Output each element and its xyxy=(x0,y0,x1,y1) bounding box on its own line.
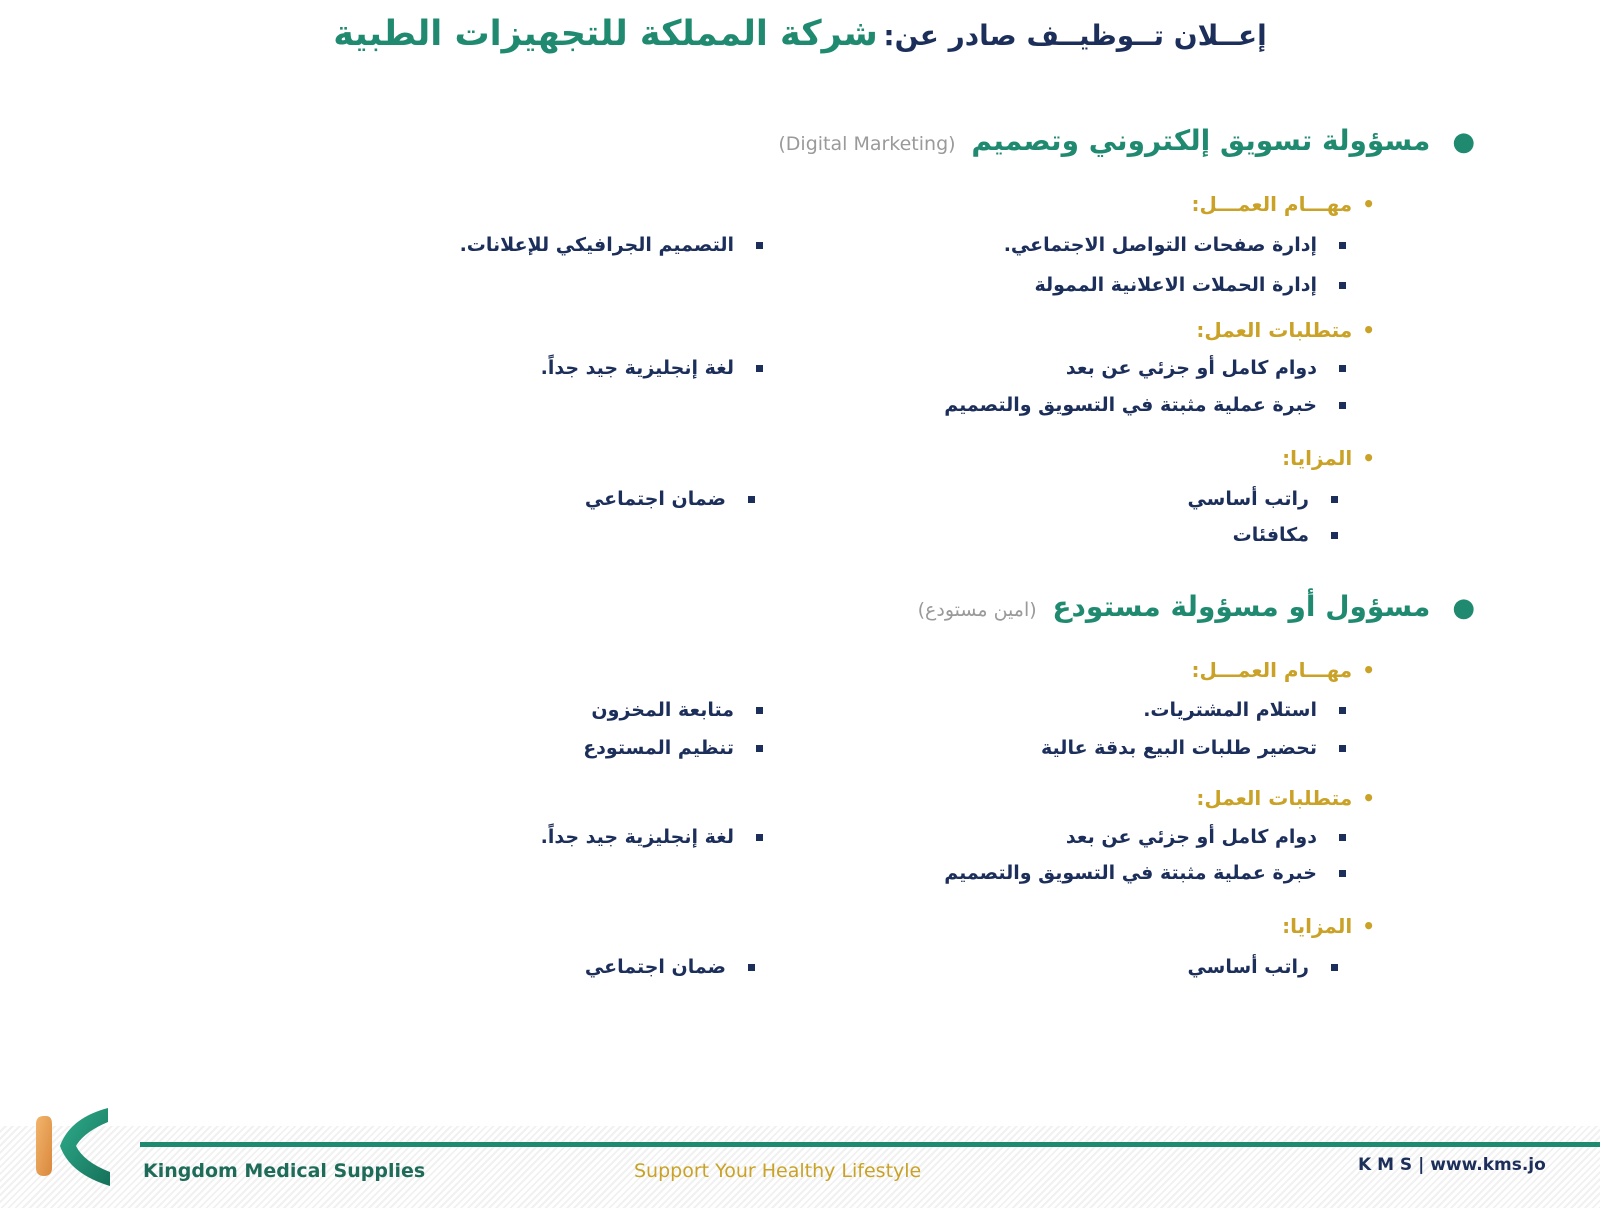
requirement-item: خبرة عملية مثبتة في التسويق والتصميم xyxy=(944,394,1346,416)
requirement-item: خبرة عملية مثبتة في التسويق والتصميم xyxy=(944,862,1346,884)
kms-logo-icon xyxy=(30,1106,114,1190)
bullet-dot-icon: ● xyxy=(1452,593,1475,623)
website-link[interactable]: K M S | www.kms.jo xyxy=(1358,1155,1546,1175)
task-item: تحضير طلبات البيع بدقة عالية xyxy=(1041,737,1346,759)
requirement-item: لغة إنجليزية جيد جداً. xyxy=(541,357,763,379)
task-item: التصميم الجرافيكي للإعلانات. xyxy=(460,234,763,256)
announcement-lead: إعــلان تــوظيــف صادر عن: xyxy=(883,19,1267,52)
square-bullet-icon xyxy=(1339,834,1346,841)
square-bullet-icon xyxy=(1331,964,1338,971)
position-subtitle: (امين مستودع) xyxy=(917,599,1037,621)
announcement-header xyxy=(0,14,1600,54)
task-item: استلام المشتريات. xyxy=(1143,699,1346,721)
benefit-item: راتب أساسي xyxy=(1187,488,1338,510)
requirement-item: دوام كامل أو جزئي عن بعد xyxy=(1066,357,1346,379)
benefit-item: مكافئات xyxy=(1233,524,1338,546)
requirement-item: دوام كامل أو جزئي عن بعد xyxy=(1066,826,1346,848)
square-bullet-icon xyxy=(756,707,763,714)
benefit-item: راتب أساسي xyxy=(1187,956,1338,978)
square-bullet-icon xyxy=(1331,532,1338,539)
benefits-heading: •المزايا: xyxy=(1282,914,1375,938)
position-title-digital-marketing: ●مسؤولة تسويق إلكتروني وتصميم (Digital Marketing) xyxy=(778,124,1475,157)
square-bullet-icon xyxy=(748,964,755,971)
position-title-warehouse: ●مسؤول أو مسؤولة مستودع (امين مستودع) xyxy=(917,590,1475,623)
task-item: إدارة صفحات التواصل الاجتماعي. xyxy=(1004,234,1346,256)
square-bullet-icon xyxy=(1339,870,1346,877)
brand-name: Kingdom Medical Supplies xyxy=(143,1160,426,1182)
task-item: متابعة المخزون xyxy=(591,699,763,721)
requirements-heading: •متطلبات العمل: xyxy=(1196,318,1375,342)
square-bullet-icon xyxy=(756,365,763,372)
square-bullet-icon xyxy=(1339,242,1346,249)
footer-divider xyxy=(140,1142,1600,1147)
square-bullet-icon xyxy=(756,834,763,841)
tasks-heading: •مهـــام العمـــل: xyxy=(1191,192,1375,216)
square-bullet-icon xyxy=(1339,707,1346,714)
task-item: إدارة الحملات الاعلانية الممولة xyxy=(1034,274,1346,296)
square-bullet-icon xyxy=(1339,282,1346,289)
square-bullet-icon xyxy=(748,496,755,503)
square-bullet-icon xyxy=(1331,496,1338,503)
bullet-dot-icon: ● xyxy=(1452,127,1475,157)
square-bullet-icon xyxy=(1339,745,1346,752)
task-item: تنظيم المستودع xyxy=(583,737,763,759)
benefit-item: ضمان اجتماعي xyxy=(585,488,755,510)
benefits-heading: •المزايا: xyxy=(1282,446,1375,470)
square-bullet-icon xyxy=(756,242,763,249)
position-subtitle: (Digital Marketing) xyxy=(778,133,956,155)
tasks-heading: •مهـــام العمـــل: xyxy=(1191,658,1375,682)
brand-tagline: Support Your Healthy Lifestyle xyxy=(634,1160,922,1182)
square-bullet-icon xyxy=(756,745,763,752)
square-bullet-icon xyxy=(1339,402,1346,409)
requirement-item: لغة إنجليزية جيد جداً. xyxy=(541,826,763,848)
company-name: شركة المملكة للتجهيزات الطبية xyxy=(333,14,878,54)
square-bullet-icon xyxy=(1339,365,1346,372)
benefit-item: ضمان اجتماعي xyxy=(585,956,755,978)
requirements-heading: •متطلبات العمل: xyxy=(1196,786,1375,810)
